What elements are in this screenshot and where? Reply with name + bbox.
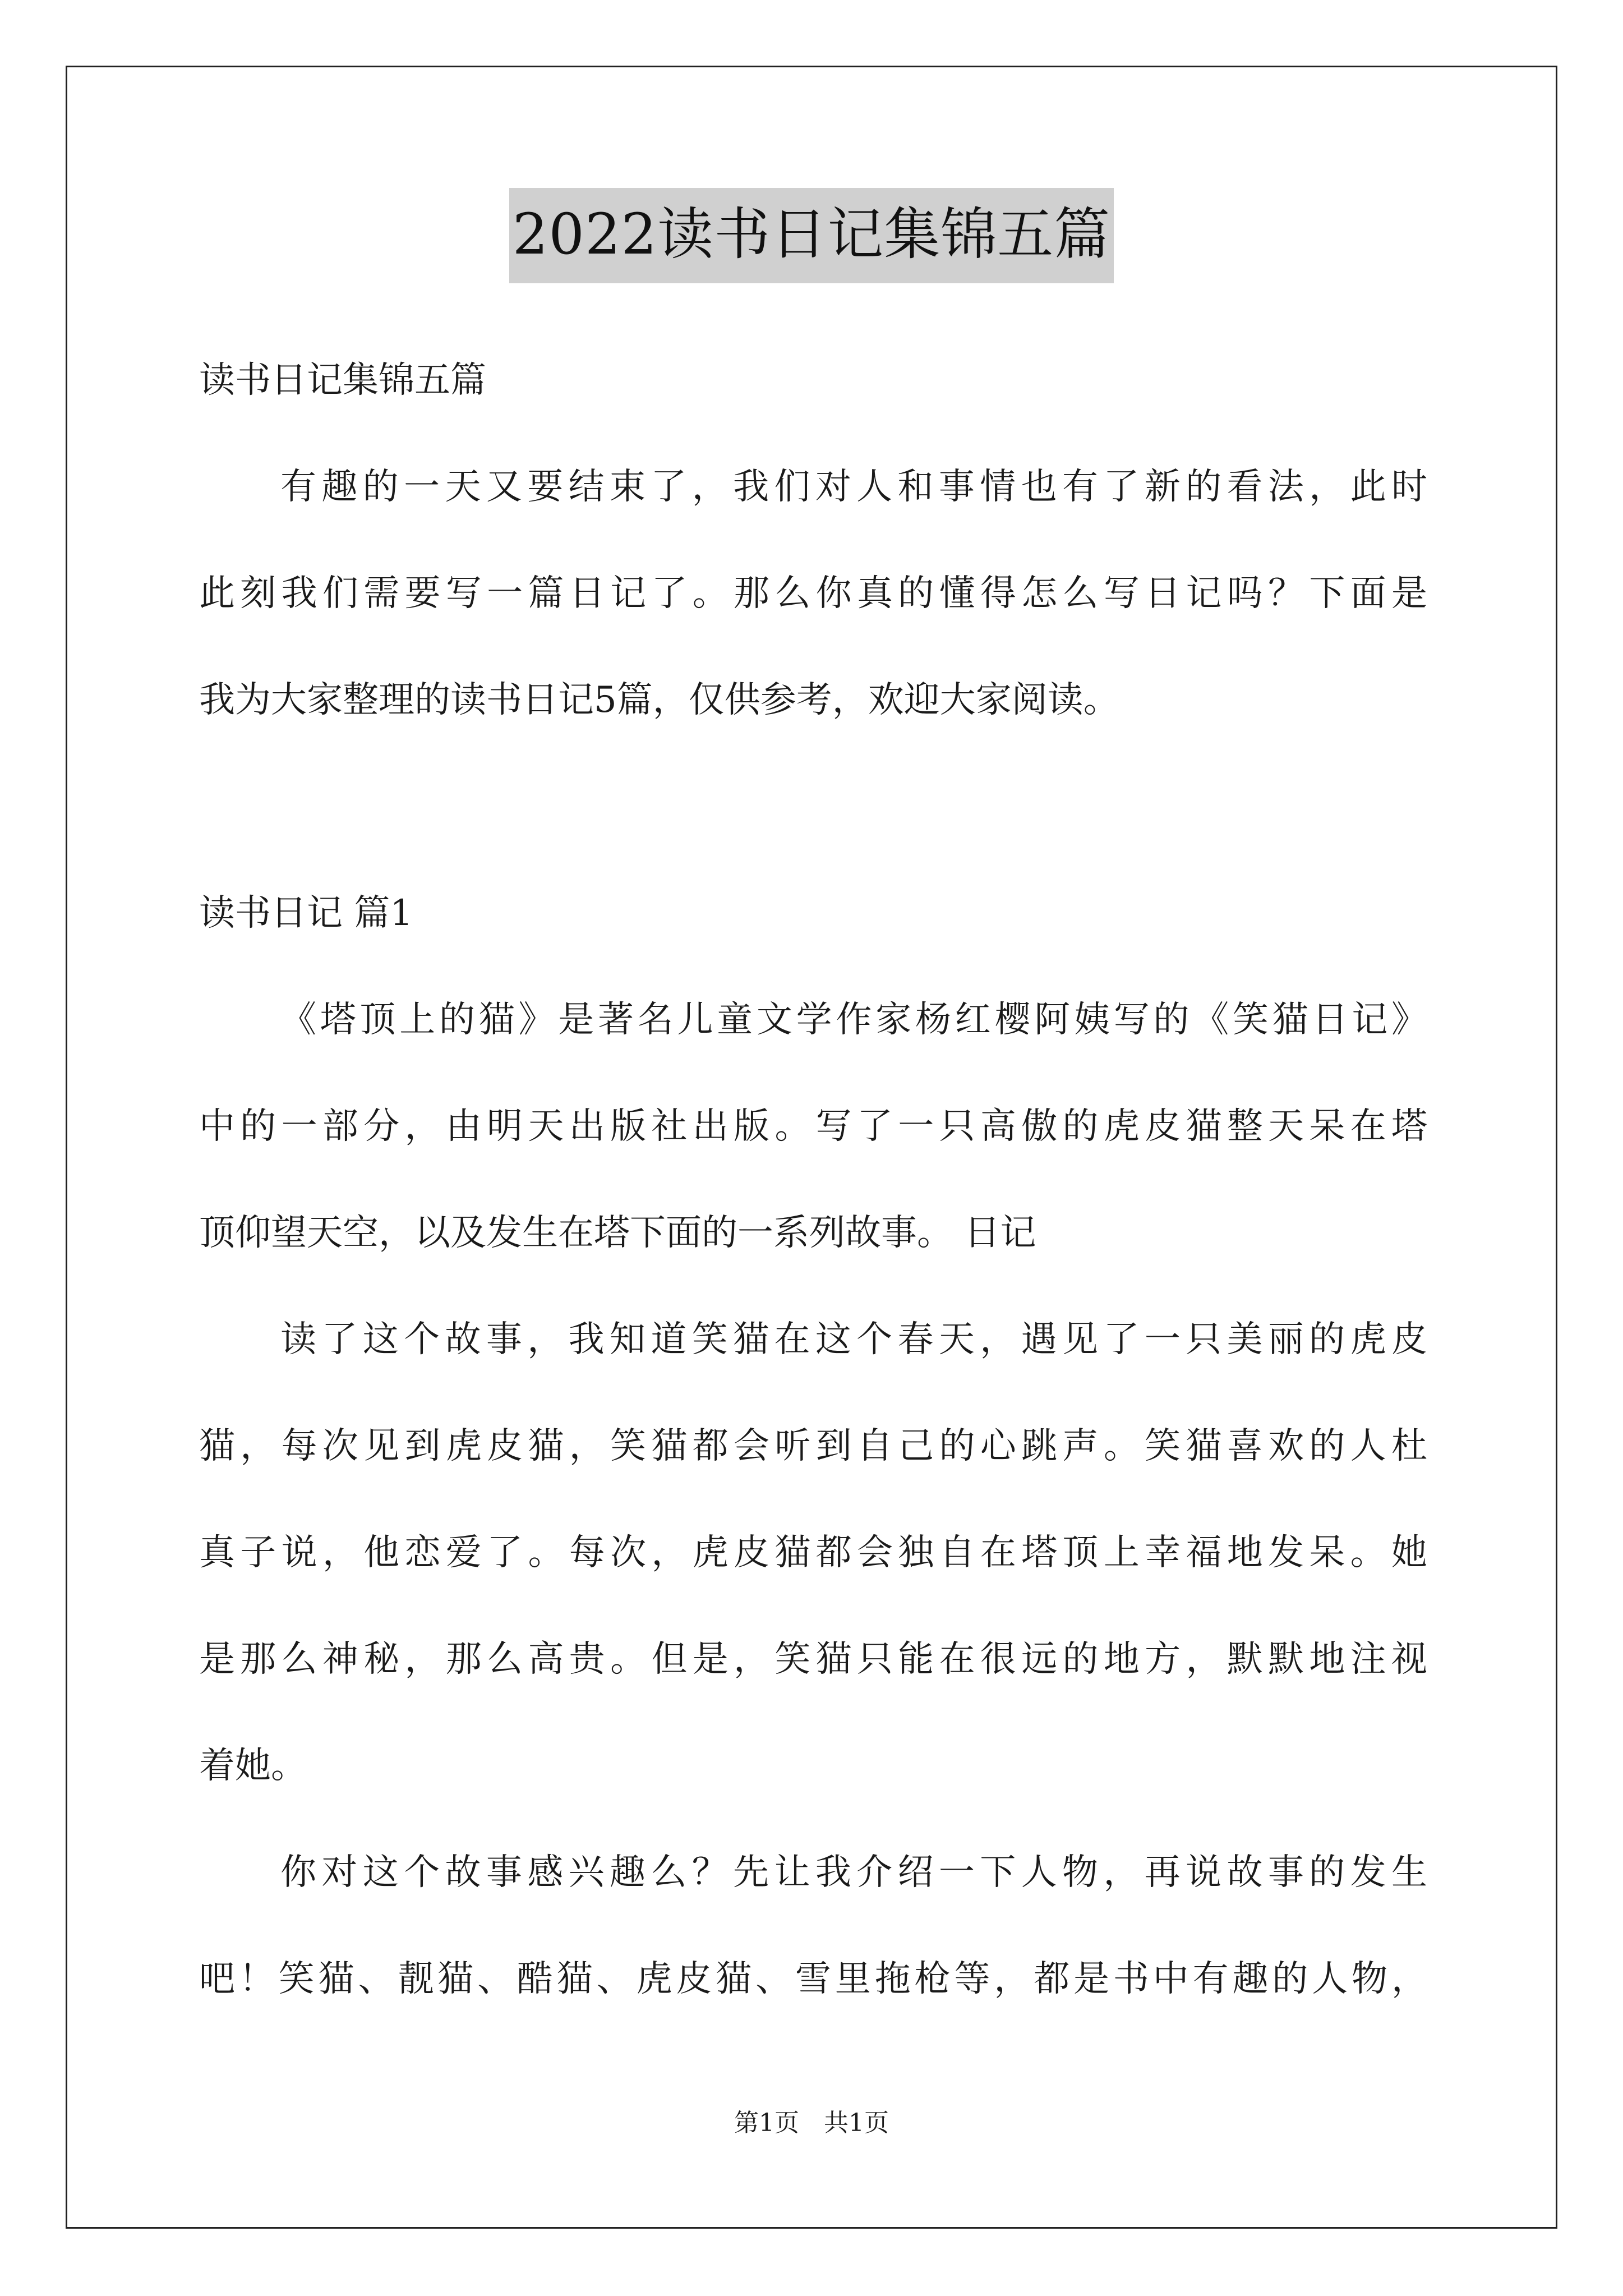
intro-line-2: 此刻我们需要写一篇日记了。那么你真的懂得怎么写日记吗？下面是 (199, 573, 1427, 614)
para2-line-2: 猫，每次见到虎皮猫，笑猫都会听到自己的心跳声。笑猫喜欢的人杜 (199, 1425, 1427, 1467)
para3-line-1: 你对这个故事感兴趣么？先让我介绍一下人物，再说故事的发生 (280, 1852, 1427, 1893)
subtitle: 读书日记集锦五篇 (199, 360, 486, 401)
para2-line-5: 着她。 (199, 1745, 307, 1787)
page-footer: 第1页 共1页 (734, 2109, 889, 2137)
para2-line-3: 真子说，他恋爱了。每次，虎皮猫都会独自在塔顶上幸福地发呆。她 (199, 1532, 1427, 1573)
section-heading: 读书日记 篇1 (199, 892, 413, 934)
document-title: 2022读书日记集锦五篇 (509, 188, 1114, 283)
intro-line-1: 有趣的一天又要结束了，我们对人和事情也有了新的看法，此时 (280, 466, 1427, 508)
para1-line-3: 顶仰望天空，以及发生在塔下面的一系列故事。 日记 (199, 1212, 1036, 1254)
para1-line-1: 《塔顶上的猫》是著名儿童文学作家杨红樱阿姨写的《笑猫日记》 (280, 999, 1427, 1041)
para3-line-2: 吧！笑猫、靓猫、酷猫、虎皮猫、雪里拖枪等，都是书中有趣的人物， (199, 1958, 1427, 2000)
para2-line-1: 读了这个故事，我知道笑猫在这个春天，遇见了一只美丽的虎皮 (280, 1319, 1427, 1360)
para2-line-4: 是那么神秘，那么高贵。但是，笑猫只能在很远的地方，默默地注视 (199, 1639, 1427, 1680)
intro-line-3: 我为大家整理的读书日记5篇，仅供参考，欢迎大家阅读。 (199, 679, 1119, 721)
title-container (0, 188, 1623, 283)
para1-line-2: 中的一部分，由明天出版社出版。写了一只高傲的虎皮猫整天呆在塔 (199, 1106, 1427, 1147)
